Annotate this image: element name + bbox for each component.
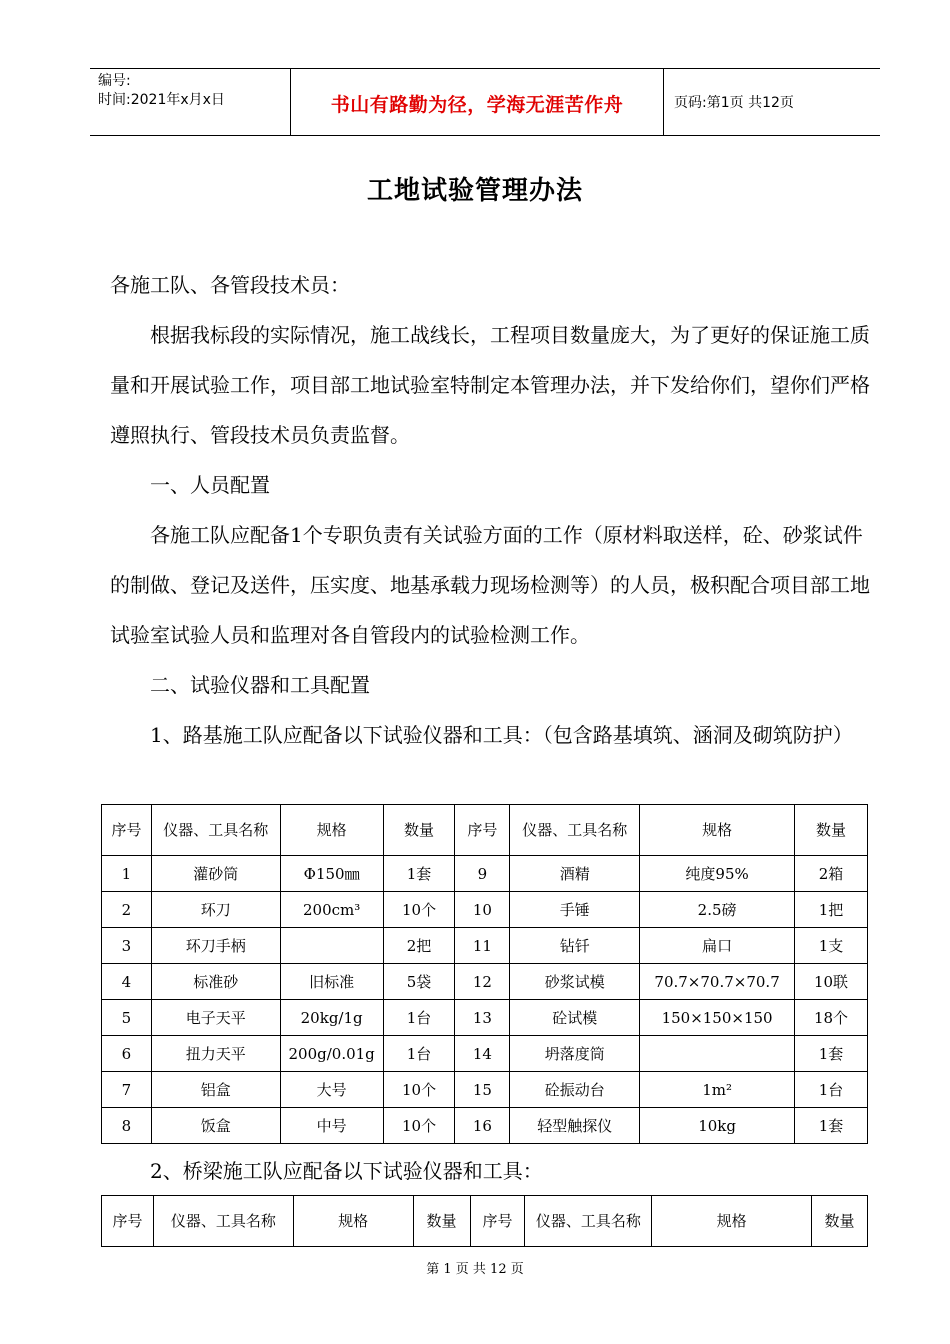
header-cell: 规格 <box>640 805 795 856</box>
table-cell: 10个 <box>383 1072 455 1108</box>
table-cell: 200g/0.01g <box>280 1036 383 1072</box>
table-cell: 6 <box>102 1036 152 1072</box>
time-label: 时间:2021年x月x日 <box>98 92 225 108</box>
table-row <box>102 1036 868 1072</box>
table-cell: 铝盒 <box>151 1072 280 1108</box>
table-cell <box>280 928 383 964</box>
table-row <box>102 1108 868 1144</box>
header-meta <box>98 72 225 110</box>
table-cell: 1套 <box>795 1108 868 1144</box>
header-cell: 序号 <box>102 805 152 856</box>
table-cell: 标准砂 <box>151 964 280 1000</box>
table-cell: 中号 <box>280 1108 383 1144</box>
header-divider-left <box>290 69 291 136</box>
table-cell: 环刀手柄 <box>151 928 280 964</box>
header-cell: 序号 <box>455 805 510 856</box>
table-cell: 8 <box>102 1108 152 1144</box>
table-cell: 14 <box>455 1036 510 1072</box>
table-header-row <box>102 1196 868 1247</box>
subsection2-heading: 2、桥梁施工队应配备以下试验仪器和工具： <box>150 1159 543 1183</box>
table-cell: 手锤 <box>510 892 640 928</box>
header-cell: 序号 <box>102 1196 154 1247</box>
table-cell: 1套 <box>383 856 455 892</box>
table-cell: 坍落度筒 <box>510 1036 640 1072</box>
table-cell: 1把 <box>795 892 868 928</box>
table-cell: 扁口 <box>640 928 795 964</box>
section1-heading: 一、人员配置 <box>150 473 270 497</box>
table-cell: 10个 <box>383 1108 455 1144</box>
table-cell: 大号 <box>280 1072 383 1108</box>
equipment-table-bridge <box>101 1195 868 1247</box>
table-cell: 环刀 <box>151 892 280 928</box>
table-cell: 7 <box>102 1072 152 1108</box>
body-text-block <box>110 260 870 760</box>
body-text-block-2 <box>110 1146 870 1196</box>
table-cell: 15 <box>455 1072 510 1108</box>
header-divider-right <box>663 69 664 136</box>
table-cell: 70.7×70.7×70.7 <box>640 964 795 1000</box>
table-cell: 1台 <box>383 1036 455 1072</box>
table-cell: 钻钎 <box>510 928 640 964</box>
table-cell: 16 <box>455 1108 510 1144</box>
table-cell: 1套 <box>795 1036 868 1072</box>
table-cell: 9 <box>455 856 510 892</box>
table-cell: 10个 <box>383 892 455 928</box>
table-cell: 砼试模 <box>510 1000 640 1036</box>
table-cell: 砂浆试模 <box>510 964 640 1000</box>
table-cell: 旧标准 <box>280 964 383 1000</box>
header-bottom-rule <box>90 135 880 136</box>
intro-paragraph: 根据我标段的实际情况，施工战线长，工程项目数量庞大，为了更好的保证施工质量和开展试验工作，项目部工地试验室特制定本管理办法，并下发给你们，望你们严格遵照执行、管段技术员负责监督。 <box>110 323 870 447</box>
table-row <box>102 1000 868 1036</box>
header-cell: 序号 <box>470 1196 525 1247</box>
header-cell: 数量 <box>383 805 455 856</box>
table-cell: 灌砂筒 <box>151 856 280 892</box>
document-title: 工地试验管理办法 <box>366 176 583 206</box>
salutation: 各施工队、各管段技术员： <box>110 273 350 297</box>
header-cell: 仪器、工具名称 <box>525 1196 652 1247</box>
table-cell: 纯度95% <box>640 856 795 892</box>
table-cell: 5袋 <box>383 964 455 1000</box>
table-cell: 2.5磅 <box>640 892 795 928</box>
header-page-info: 页码:第1页 共12页 <box>674 95 794 111</box>
table-row <box>102 856 868 892</box>
table-header-row <box>102 805 868 856</box>
table-cell: 酒精 <box>510 856 640 892</box>
header-cell: 仪器、工具名称 <box>153 1196 293 1247</box>
table-cell: 2 <box>102 892 152 928</box>
table-cell: 12 <box>455 964 510 1000</box>
table-cell: 4 <box>102 964 152 1000</box>
section1-body: 各施工队应配备1个专职负责有关试验方面的工作（原材料取送样，砼、砂浆试件的制做、登记及送件，压实度、地基承载力现场检测等）的人员，极积配合项目部工地试验室试验人员和监理对各自管段内的试验检测工作。 <box>110 523 870 647</box>
table-cell: 饭盒 <box>151 1108 280 1144</box>
header-top-rule <box>90 68 880 69</box>
header-cell: 数量 <box>795 805 868 856</box>
table-row <box>102 892 868 928</box>
table-cell: 1台 <box>795 1072 868 1108</box>
table-cell <box>640 1036 795 1072</box>
header-cell: 仪器、工具名称 <box>151 805 280 856</box>
header-cell: 数量 <box>812 1196 868 1247</box>
table-cell: 轻型触探仪 <box>510 1108 640 1144</box>
table-cell: 砼振动台 <box>510 1072 640 1108</box>
table-cell: 18个 <box>795 1000 868 1036</box>
page-footer: 第 1 页 共 12 页 <box>426 1262 524 1277</box>
header-cell: 规格 <box>652 1196 812 1247</box>
subsection1-heading: 1、路基施工队应配备以下试验仪器和工具：（包含路基填筑、涵洞及砌筑防护） <box>150 723 853 747</box>
table-cell: 150×150×150 <box>640 1000 795 1036</box>
table-cell: 200cm³ <box>280 892 383 928</box>
table-cell: Φ150㎜ <box>280 856 383 892</box>
number-label: 编号: <box>98 73 131 89</box>
table-cell: 13 <box>455 1000 510 1036</box>
header-cell: 规格 <box>293 1196 413 1247</box>
table-cell: 20kg/1g <box>280 1000 383 1036</box>
table-cell: 11 <box>455 928 510 964</box>
header-motto: 书山有路勤为径，学海无涯苦作舟 <box>330 94 624 116</box>
table-cell: 2把 <box>383 928 455 964</box>
table-cell: 1m² <box>640 1072 795 1108</box>
header-cell: 仪器、工具名称 <box>510 805 640 856</box>
table-cell: 2箱 <box>795 856 868 892</box>
table-row <box>102 928 868 964</box>
table-cell: 5 <box>102 1000 152 1036</box>
table-cell: 10联 <box>795 964 868 1000</box>
table-cell: 1台 <box>383 1000 455 1036</box>
table-cell: 10kg <box>640 1108 795 1144</box>
equipment-table-roadbed <box>101 804 868 1144</box>
table-cell: 1支 <box>795 928 868 964</box>
table-cell: 10 <box>455 892 510 928</box>
table-row <box>102 1072 868 1108</box>
table-cell: 电子天平 <box>151 1000 280 1036</box>
section2-heading: 二、试验仪器和工具配置 <box>150 673 370 697</box>
table-cell: 1 <box>102 856 152 892</box>
table-cell: 3 <box>102 928 152 964</box>
header-cell: 数量 <box>413 1196 470 1247</box>
table-cell: 扭力天平 <box>151 1036 280 1072</box>
table-row <box>102 964 868 1000</box>
header-cell: 规格 <box>280 805 383 856</box>
